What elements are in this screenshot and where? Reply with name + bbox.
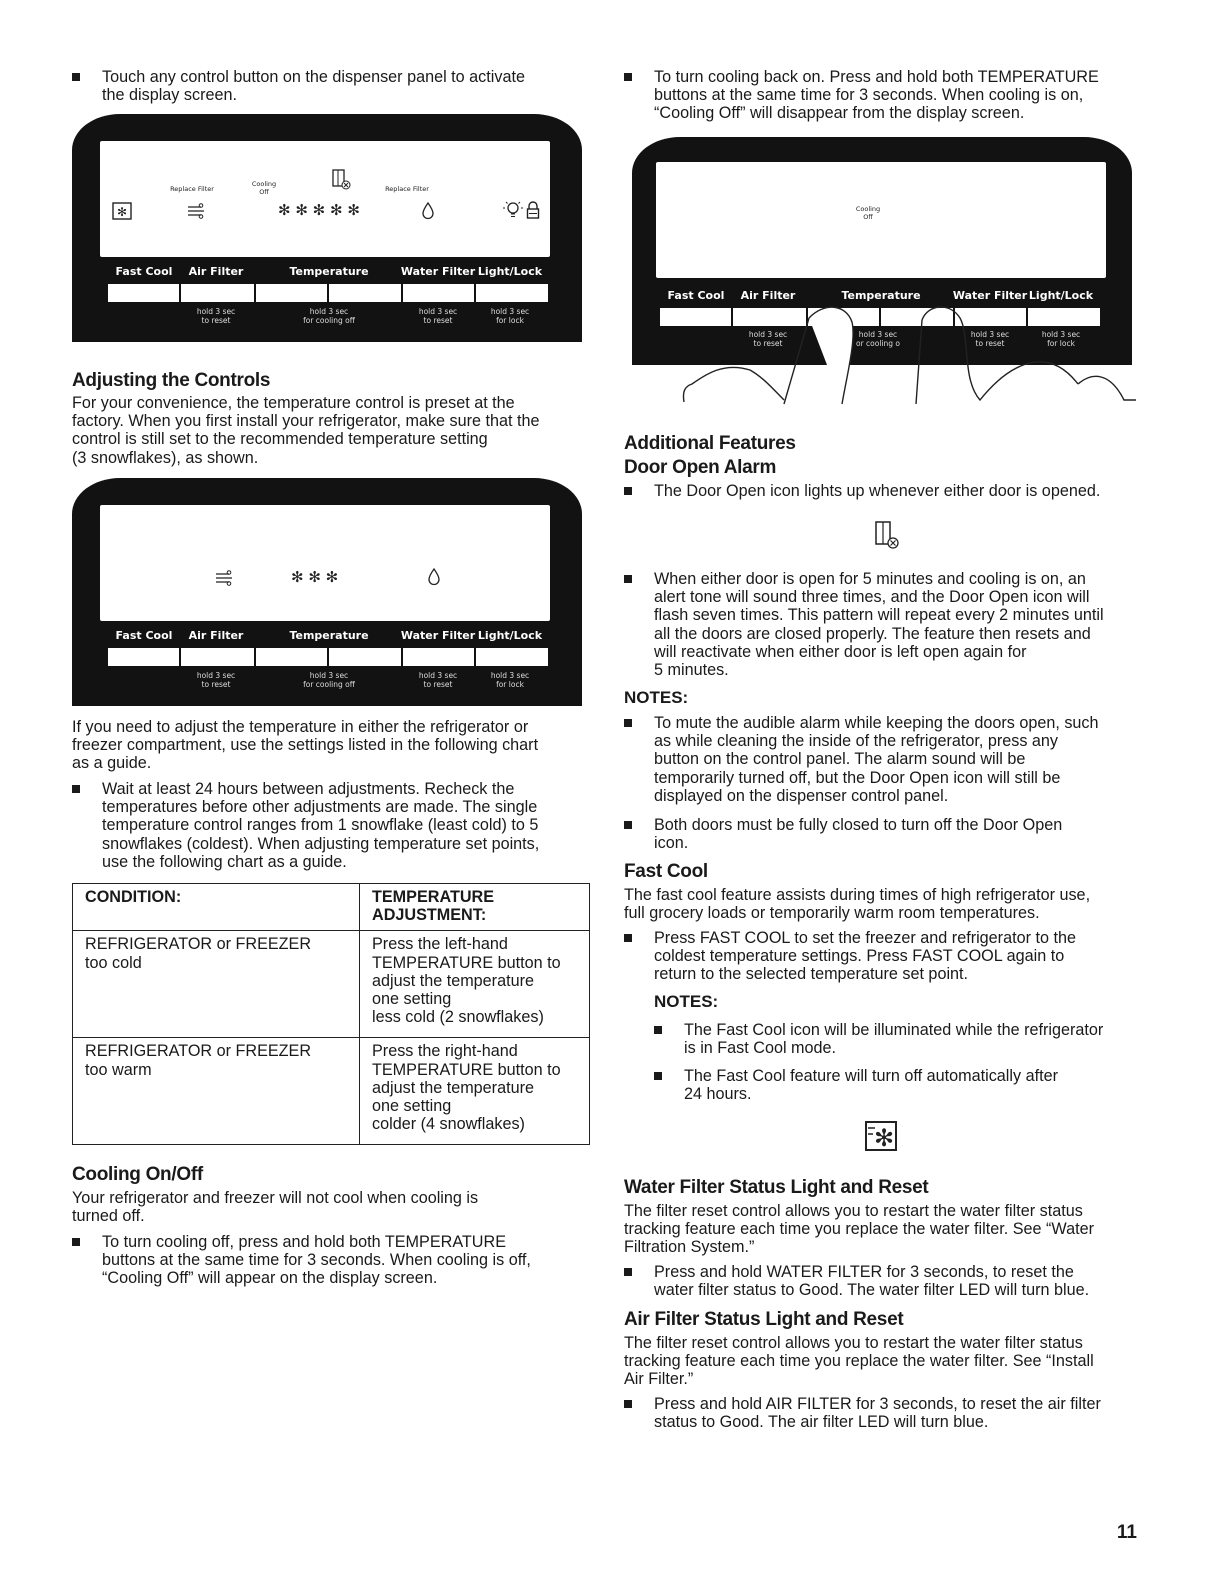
table-header-condition: CONDITION: [73, 884, 360, 931]
cooling-on-bullet: To turn cooling back on. Press and hold both TEMPERATURE buttons at the same time for 3 seconds. When cooling is on, “Cooling Off” will disappear from the display screen. [624, 68, 1144, 123]
water-filter-text: The filter reset control allows you to restart the water filter status tracking feature each time you replace the water filter. See “Water Filtration System.” [624, 1202, 1094, 1257]
hold-air-filter: hold 3 sec to reset [196, 671, 236, 689]
table-row [73, 1038, 590, 1145]
temperature-label: Temperature [289, 265, 369, 278]
cooling-off-indicator: Cooling Off [855, 205, 881, 221]
door-open-icon [874, 520, 900, 554]
snowflake-icons-three: ✻ ✻ ✻ [291, 568, 339, 586]
intro-bullet: Touch any control button on the dispenser panel to activate the display screen. [72, 68, 592, 104]
table-cell-adjustment: Press the left-hand TEMPERATURE button to adjust the temperature one setting less cold (2 snowflakes) [360, 931, 590, 1038]
light-lock-label: Light/Lock [1028, 289, 1094, 302]
button-touch-strip [108, 284, 548, 302]
cooling-off-bullet: To turn cooling off, press and hold both TEMPERATURE buttons at the same time for 3 seconds. When cooling is off, “Cooling Off” will appear on the display screen. [72, 1233, 592, 1288]
light-lock-label: Light/Lock [477, 265, 543, 278]
control-panel-three-snowflakes [72, 478, 582, 706]
air-filter-icon [214, 569, 234, 591]
hold-temperature: hold 3 sec or cooling o [855, 330, 901, 348]
svg-text:✻: ✻ [116, 205, 128, 219]
display-screen [656, 162, 1106, 278]
air-filter-icon [186, 202, 206, 224]
light-icon [501, 199, 525, 225]
fast-cool-label: Fast Cool [115, 265, 173, 278]
table-header-row [73, 884, 590, 931]
light-lock-label: Light/Lock [477, 629, 543, 642]
hold-temperature: hold 3 sec for cooling off [303, 307, 355, 325]
water-filter-label: Water Filter [400, 265, 476, 278]
fast-cool-text: The fast cool feature assists during times of high refrigerator use, full grocery loads or temporarily warm room temperatures. [624, 886, 1091, 923]
fast-cool-heading: Fast Cool [624, 861, 708, 882]
air-filter-text: The filter reset control allows you to restart the water filter status tracking feature each time you replace the water filter. See “Install Air Filter.” [624, 1334, 1094, 1389]
table-cell-adjustment: Press the right-hand TEMPERATURE button to adjust the temperature one setting colder (4 snowflakes) [360, 1038, 590, 1145]
fast-cool-note-auto-off: The Fast Cool feature will turn off automatically after 24 hours. [624, 1067, 1144, 1103]
hold-light-lock: hold 3 sec for lock [490, 307, 530, 325]
door-open-bullet: The Door Open icon lights up whenever either door is opened. [624, 482, 1144, 500]
door-alarm-bullet: When either door is open for 5 minutes and cooling is on, an alert tone will sound three times, and the Door Open icon will flash seven times. This pattern will repeat every 2 minutes until all the doors are closed properly. The feature then resets and will reactivate when either door is left open again for 5 minutes. [624, 570, 1144, 679]
hold-light-lock: hold 3 sec for lock [490, 671, 530, 689]
page-number: 11 [1116, 1522, 1137, 1543]
table-row [73, 931, 590, 1038]
temperature-adjustment-table [72, 883, 590, 1145]
table-header-adjustment: TEMPERATURE ADJUSTMENT: [360, 884, 590, 931]
water-filter-heading: Water Filter Status Light and Reset [624, 1177, 929, 1198]
air-filter-label: Air Filter [188, 629, 244, 642]
water-filter-label: Water Filter [952, 289, 1028, 302]
hold-air-filter: hold 3 sec to reset [196, 307, 236, 325]
fast-cool-bullet: Press FAST COOL to set the freezer and refrigerator to the coldest temperature settings. Press FAST COOL again to return to the selected temperature set point. [624, 929, 1144, 984]
water-filter-bullet: Press and hold WATER FILTER for 3 seconds, to reset the water filter status to Good. The water filter LED will turn blue. [624, 1263, 1144, 1299]
notes-label: NOTES: [624, 688, 689, 707]
note-mute-alarm: To mute the audible alarm while keeping the doors open, such as while cleaning the inside of the refrigerator, press any button on the control panel. The alarm sound will be temporarily turned off, but the Door Open icon will still be displayed on the dispenser control panel. [624, 714, 1144, 805]
hold-water-filter: hold 3 sec to reset [970, 330, 1010, 348]
lock-icon [526, 201, 540, 223]
temperature-label: Temperature [289, 629, 369, 642]
cooling-onoff-text: Your refrigerator and freezer will not cool when cooling is turned off. [72, 1189, 479, 1226]
hold-temperature: hold 3 sec for cooling off [303, 671, 355, 689]
fast-cool-label: Fast Cool [115, 629, 173, 642]
hold-water-filter: hold 3 sec to reset [418, 671, 458, 689]
fast-cool-note-icon: The Fast Cool icon will be illuminated while the refrigerator is in Fast Cool mode. [624, 1021, 1144, 1057]
svg-text:✻: ✻ [873, 1124, 895, 1152]
temperature-label: Temperature [841, 289, 921, 302]
air-filter-label: Air Filter [740, 289, 796, 302]
fast-cool-icon [112, 202, 132, 224]
air-filter-label: Air Filter [188, 265, 244, 278]
air-filter-bullet: Press and hold AIR FILTER for 3 seconds, to reset the air filter status to Good. The air filter LED will turn blue. [624, 1395, 1144, 1431]
display-screen [100, 505, 550, 621]
snowflake-icons-five: ✻ ✻ ✻ ✻ ✻ [278, 201, 360, 219]
door-open-alarm-heading: Door Open Alarm [624, 457, 777, 478]
fast-cool-label: Fast Cool [667, 289, 725, 302]
fast-cool-notes-label: NOTES: [654, 992, 719, 1011]
adjusting-controls-text: For your convenience, the temperature control is preset at the factory. When you first install your refrigerator, make sure that the control is still set to the recommended temperature setting (3 snowflakes), as shown. [72, 394, 540, 467]
replace-filter-indicator-right: Replace Filter [385, 185, 429, 193]
fingers-illustration [624, 300, 1144, 410]
water-drop-icon [421, 202, 435, 224]
door-open-icon [331, 168, 351, 194]
air-filter-heading: Air Filter Status Light and Reset [624, 1309, 904, 1330]
water-filter-label: Water Filter [400, 629, 476, 642]
cooling-onoff-heading: Cooling On/Off [72, 1164, 203, 1185]
cooling-off-indicator: Cooling Off [251, 180, 277, 196]
hold-air-filter: hold 3 sec to reset [748, 330, 788, 348]
fast-cool-icon [864, 1120, 900, 1158]
water-drop-icon [427, 568, 441, 590]
note-doors-closed: Both doors must be fully closed to turn off the Door Open icon. [624, 816, 1144, 852]
hold-water-filter: hold 3 sec to reset [418, 307, 458, 325]
table-cell-condition: REFRIGERATOR or FREEZER too warm [73, 1038, 360, 1145]
additional-features-heading: Additional Features [624, 433, 796, 454]
control-panel-all-icons [72, 114, 582, 342]
replace-filter-indicator-left: Replace Filter [170, 185, 214, 193]
adjusting-controls-heading: Adjusting the Controls [72, 370, 271, 391]
wait-bullet: Wait at least 24 hours between adjustments. Recheck the temperatures before other adjustments are made. The single temperature control ranges from 1 snowflake (least cold) to 5 snowflakes (coldest). When adjusting temperature set points, use the following chart as a guide. [72, 780, 592, 871]
table-cell-condition: REFRIGERATOR or FREEZER too cold [73, 931, 360, 1038]
hold-light-lock: hold 3 sec for lock [1041, 330, 1081, 348]
display-screen [100, 141, 550, 257]
adjust-temperature-text: If you need to adjust the temperature in either the refrigerator or freezer compartment, use the settings listed in the following chart as a guide. [72, 718, 539, 773]
button-touch-strip [108, 648, 548, 666]
